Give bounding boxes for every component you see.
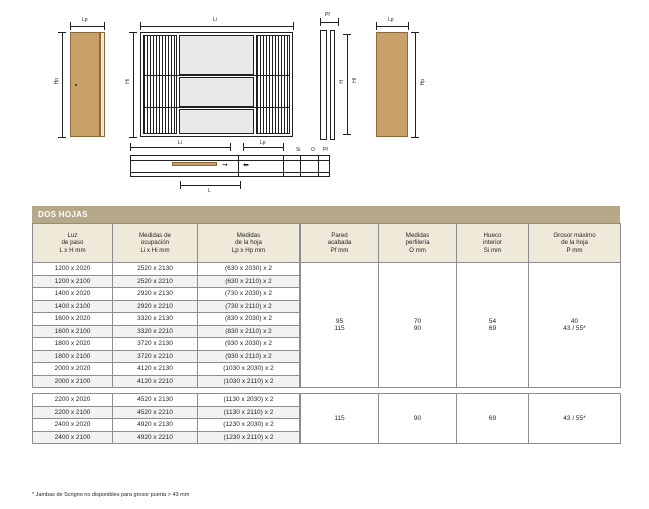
label-lp-left: Lp [82, 17, 88, 23]
cell-pared-group2: 115 [301, 394, 379, 444]
plan-divider [300, 155, 301, 177]
table-footnote: * Jambas de Scrigno no disponibles para grosor puerta > 43 mm [32, 492, 190, 498]
cell-luz: 1200 x 2100 [33, 275, 113, 288]
cell-spacer [300, 300, 301, 313]
cell-hoja: (1130 x 2110) x 2 [198, 406, 300, 419]
cell-luz: 1600 x 2100 [33, 325, 113, 338]
label-hp-right: Hp [420, 79, 426, 86]
section-jamb [330, 30, 335, 140]
dim-tick [343, 34, 351, 35]
label-li: Li [213, 17, 217, 23]
cell-luz: 1200 x 2020 [33, 263, 113, 276]
cell-hueco-group1: 54 69 [457, 263, 529, 388]
dim-line-lp-right [376, 26, 408, 27]
dim-tick [240, 181, 241, 189]
cell-spacer [300, 350, 301, 363]
label-si-plan: Si [296, 147, 301, 153]
cell-luz: 2400 x 2100 [33, 431, 113, 444]
cell-ocupacion: 4120 x 2130 [113, 363, 198, 376]
cell-ocupacion: 3320 x 2210 [113, 325, 198, 338]
cell-luz: 2000 x 2100 [33, 375, 113, 388]
cell-ocupacion: 4120 x 2210 [113, 375, 198, 388]
door-knob-icon [75, 84, 77, 86]
cell-luz: 2400 x 2020 [33, 419, 113, 432]
dim-tick [180, 181, 181, 189]
dim-line-h-section [347, 34, 348, 134]
cell-ocupacion: 4920 x 2210 [113, 431, 198, 444]
cell-hoja: (930 x 2030) x 2 [198, 338, 300, 351]
dimensions-table [32, 223, 621, 444]
plan-divider [283, 155, 284, 177]
label-pf-plan: Pf [323, 147, 328, 153]
dim-line-hi [133, 32, 134, 137]
dim-tick [129, 32, 137, 33]
cell-grosor-group1: 40 43 / 55* [529, 263, 621, 388]
cell-spacer [300, 338, 301, 351]
cell-luz: 1600 x 2020 [33, 313, 113, 326]
cell-spacer [300, 431, 301, 444]
dim-tick [230, 143, 231, 151]
cell-ocupacion: 3320 x 2130 [113, 313, 198, 326]
cell-spacer [300, 375, 301, 388]
dim-line-hp-left [62, 32, 63, 137]
cell-hueco-group2: 69 [457, 394, 529, 444]
label-hp-left: Hp [54, 78, 60, 85]
cell-hoja: (830 x 2030) x 2 [198, 313, 300, 326]
cell-luz: 1400 x 2100 [33, 300, 113, 313]
cell-ocupacion: 2920 x 2130 [113, 288, 198, 301]
cell-ocupacion: 3720 x 2130 [113, 338, 198, 351]
cell-hoja: (630 x 2110) x 2 [198, 275, 300, 288]
col-medidas-hoja: Medidas de la hoja Lp x Hp mm [198, 224, 300, 263]
label-o-plan: O [311, 147, 315, 153]
cell-luz: 2200 x 2100 [33, 406, 113, 419]
dim-tick [243, 143, 244, 151]
dim-tick [58, 137, 66, 138]
table-title: DOS HOJAS [32, 206, 620, 223]
cell-hoja: (1130 x 2030) x 2 [198, 394, 300, 407]
dim-tick [376, 22, 377, 30]
frame-rail [143, 107, 290, 108]
plan-divider [238, 155, 239, 177]
label-h-section: H [339, 80, 345, 84]
cell-ocupacion: 4920 x 2130 [113, 419, 198, 432]
cell-hoja: (930 x 2110) x 2 [198, 350, 300, 363]
frame-panel-middle [179, 77, 254, 107]
dim-tick [411, 32, 419, 33]
pocket-hatched-right [256, 35, 290, 134]
cell-spacer [300, 406, 301, 419]
dim-tick [293, 22, 294, 30]
cell-pared-group1: 95 115 [301, 263, 379, 388]
frame-panel-upper [179, 35, 254, 75]
cell-hoja: (1030 x 2030) x 2 [198, 363, 300, 376]
dim-tick [104, 22, 105, 30]
cell-luz: 2000 x 2020 [33, 363, 113, 376]
col-medidas-ocupacion: Medidas de ocupación Li x Hi mm [113, 224, 198, 263]
dim-line-pf-top [320, 22, 338, 23]
dim-tick [140, 22, 141, 30]
cell-ocupacion: 3720 x 2210 [113, 350, 198, 363]
dim-tick [129, 137, 137, 138]
col-medidas-perfileria: Medidas perfilería O mm [379, 224, 457, 263]
cell-spacer [300, 325, 301, 338]
pocket-hatched-left [143, 35, 177, 134]
cell-hoja: (630 x 2030) x 2 [198, 263, 300, 276]
cell-luz: 1800 x 2100 [33, 350, 113, 363]
frame-panel-lower [179, 109, 254, 134]
specification-table [32, 206, 620, 444]
dim-line-hp-right [415, 32, 416, 137]
frame-rail [143, 75, 290, 76]
dim-tick [320, 18, 321, 26]
cell-hoja: (830 x 2110) x 2 [198, 325, 300, 338]
dim-line-li [140, 26, 293, 27]
dim-tick [70, 22, 71, 30]
label-li-plan: Li [178, 140, 182, 146]
label-lp-plan: Lp [260, 140, 266, 146]
cell-spacer [300, 288, 301, 301]
dim-tick [411, 137, 419, 138]
arrow-left-icon: ⬅ [243, 162, 249, 169]
col-hueco-interior: Hueco interior Si mm [457, 224, 529, 263]
dim-tick [408, 22, 409, 30]
cell-ocupacion: 2520 x 2130 [113, 263, 198, 276]
technical-drawing [0, 0, 649, 200]
cell-spacer [300, 363, 301, 376]
col-luz-de-paso: Luz de paso L x H mm [33, 224, 113, 263]
label-lp-right: Lp [388, 17, 394, 23]
cell-grosor-group2: 43 / 55* [529, 394, 621, 444]
arrow-right-icon: ➞ [222, 162, 228, 169]
dim-line-l-plan [180, 185, 240, 186]
dim-line-lp-left [70, 26, 104, 27]
col-grosor-maximo: Grosor máximo de la hoja P mm [529, 224, 621, 263]
section-wall [320, 30, 327, 140]
table-row [33, 263, 621, 276]
door-leaf-right-elevation [376, 32, 408, 137]
table-row [33, 394, 621, 407]
plan-divider [318, 155, 319, 177]
label-pf-top: Pf [325, 12, 330, 18]
dim-tick [130, 143, 131, 151]
cell-hoja: (1230 x 2110) x 2 [198, 431, 300, 444]
label-hi: Hi [125, 79, 131, 84]
cell-luz: 1400 x 2020 [33, 288, 113, 301]
dim-tick [343, 134, 351, 135]
dim-line-li-plan [130, 147, 230, 148]
cell-spacer [300, 313, 301, 326]
cell-hoja: (730 x 2030) x 2 [198, 288, 300, 301]
door-leaf-edge-left [100, 32, 105, 137]
col-pared-acabada: Pared acabada Pf mm [301, 224, 379, 263]
cell-hoja: (1030 x 2110) x 2 [198, 375, 300, 388]
cell-ocupacion: 2920 x 2210 [113, 300, 198, 313]
dim-tick [58, 32, 66, 33]
cell-ocupacion: 4520 x 2130 [113, 394, 198, 407]
cell-spacer [300, 275, 301, 288]
dim-tick [283, 143, 284, 151]
cell-luz: 1800 x 2020 [33, 338, 113, 351]
dim-tick [338, 18, 339, 26]
cell-perfileria-group1: 70 90 [379, 263, 457, 388]
dim-line-lp-plan [243, 147, 283, 148]
cell-ocupacion: 4520 x 2210 [113, 406, 198, 419]
plan-door-leaf [172, 162, 217, 166]
cell-hoja: (730 x 2110) x 2 [198, 300, 300, 313]
cell-hoja: (1230 x 2030) x 2 [198, 419, 300, 432]
table-header-row [33, 224, 621, 263]
cell-perfileria-group2: 90 [379, 394, 457, 444]
cell-ocupacion: 2520 x 2210 [113, 275, 198, 288]
label-hl-section: Hl [352, 78, 358, 83]
cell-spacer [300, 419, 301, 432]
cell-luz: 2200 x 2020 [33, 394, 113, 407]
label-l-plan: L [208, 188, 211, 194]
